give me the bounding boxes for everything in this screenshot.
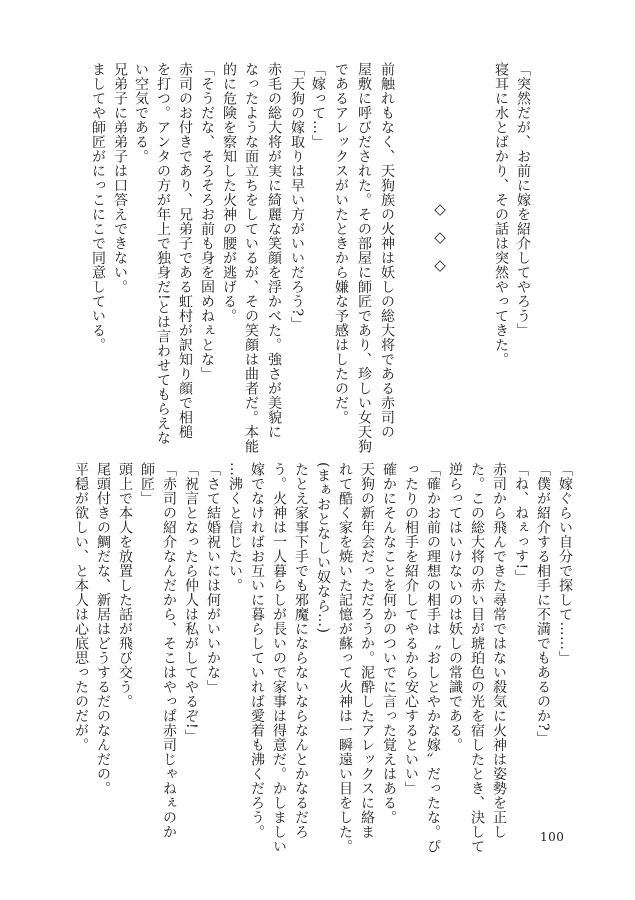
text-column: 「突然だが、お前に嫁を紹介してやろう」 xyxy=(515,62,531,338)
text-column: い空気である。 xyxy=(133,62,149,164)
text-column: であるアレックスがいたときから嫌な予感はしたのだ。 xyxy=(333,62,349,425)
text-column: 逆らってはいけないのは妖しの常識である。 xyxy=(447,462,463,752)
text-column: 平穏が欲しい、と本人は心底思ったのだが。 xyxy=(73,462,89,752)
text-column: 「ね、ねぇっす!」 xyxy=(513,462,529,585)
text-column: う。火神は一人暮らしが長いので家事は得意だ。かしましい xyxy=(271,462,287,854)
text-column: 赤司から飛んできた尋常ではない殺気に火神は姿勢を正し xyxy=(491,462,507,839)
text-column: ったりの相手を紹介してやるから安心するといい」 xyxy=(403,462,419,796)
text-column: 「確かお前の理想の相手は〝おしとやかな嫁〟だったな。ぴ xyxy=(425,462,441,854)
text-column: 「さて結婚祝いには何がいいかな」 xyxy=(205,462,221,694)
text-column: (まぁおとなしい奴なら…) xyxy=(315,462,331,634)
text-column: ましてや師匠がにっこにこで同意している。 xyxy=(90,62,106,352)
text-column: …沸くと信じたい。 xyxy=(227,462,243,593)
text-column: 尾頭付きの鯛だな、新居はどうするだのなんだの。 xyxy=(95,462,111,796)
text-column: 「赤司の紹介なんだから、そこはやっぱ赤司じゃねぇのか xyxy=(161,462,177,839)
text-column: なったような面立ちをしているが、その笑顔は曲者だ。本能 xyxy=(243,62,259,454)
text-column: た。この総大将の赤い目が琥珀色の光を宿したとき、決して xyxy=(469,462,485,854)
text-column: たとえ家事下手でも邪魔にならないならなんとかなるだろ xyxy=(293,462,309,839)
text-column: 兄弟子に弟弟子は口答えできない。 xyxy=(112,62,128,294)
text-column: 赤毛の総大将が実に綺麗な笑顔を浮かべた。強さが美貌に xyxy=(266,62,282,439)
text-column: 「嫁ぐらい自分で探して……」 xyxy=(557,462,573,665)
text-column: 頭上で本人を放置した話が飛び交う。 xyxy=(117,462,133,709)
text-column: 「天狗の嫁取りは早い方がいいだろう?」 xyxy=(289,62,305,332)
text-column: 確かにそんなことを何かのついでに言った覚えはある。 xyxy=(381,462,397,825)
text-column: 寝耳に水とばかり、その話は突然やってきた。 xyxy=(493,62,509,367)
text-column: 「僕が紹介する相手に不満でもあるのか?」 xyxy=(535,462,551,746)
text-column: を打つ。アンタの方が年上で独身だ!とは言わせてもらえな xyxy=(155,62,171,446)
text-column: 「祝言となったら仲人は私がしてやるぞ!」 xyxy=(183,462,199,744)
scene-break-marks: ◇◇◇ xyxy=(431,200,449,284)
text-column: れて酷く家を焼いた記憶が蘇って火神は一瞬遠い目をした。 xyxy=(337,462,353,854)
text-column: 赤司のお付きであり、兄弟子である虹村が訳知り顔で相槌 xyxy=(177,62,193,439)
text-column: 屋敷に呼びだされた。その部屋に師匠であり、珍しい女天狗 xyxy=(356,62,372,454)
text-column: 嫁でなければお互いに暮らしていれば愛着も沸くだろう。 xyxy=(249,462,265,839)
text-column: 「そうだな、そろそろお前も身を固めねぇとな」 xyxy=(199,62,215,381)
text-column: 天狗の新年会だっただろうか。泥酔したアレックスに絡ま xyxy=(359,462,375,839)
page-number: 100 xyxy=(540,830,565,844)
text-column: 「嫁って…」 xyxy=(310,62,326,149)
text-column: 師匠」 xyxy=(139,462,155,506)
text-column: 的に危険を察知した火神の腰が逃げる。 xyxy=(221,62,237,323)
text-column: 前触れもなく、天狗族の火神は妖しの総大将である赤司の xyxy=(379,62,395,439)
